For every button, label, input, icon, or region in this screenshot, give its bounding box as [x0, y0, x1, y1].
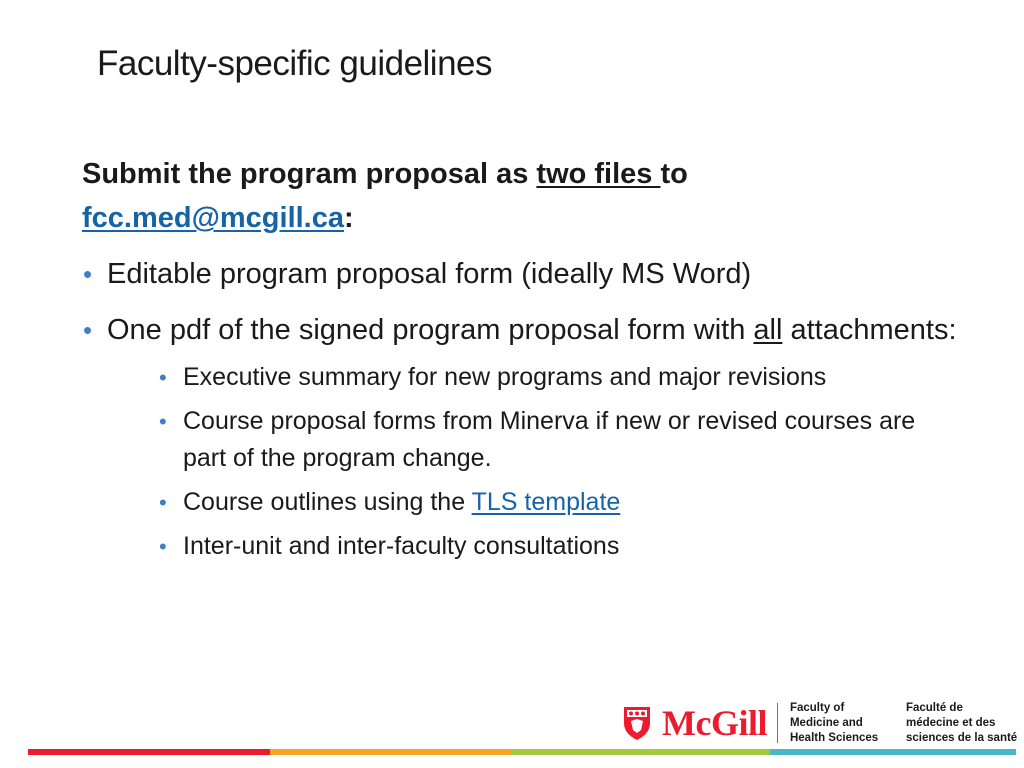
sub-bullet-consultations: • Inter-unit and inter-faculty consultations [158, 528, 962, 565]
bullet-editable-form: • Editable program proposal form (ideally MS Word) [82, 252, 962, 296]
faculty-name-en [790, 701, 898, 746]
two-files-emphasis: two files [536, 158, 661, 190]
faculty-fr-line: Faculté de [905, 701, 963, 714]
all-emphasis: all [753, 314, 783, 346]
footer-color-bar [28, 749, 1016, 755]
faculty-en-line: Medicine and [789, 716, 863, 729]
faculty-fr-line: médecine et des [905, 716, 996, 729]
slide-title: Faculty-specific guidelines [97, 44, 493, 83]
email-link[interactable]: fcc.med@mcgill.ca [82, 202, 344, 234]
mcgill-wordmark: McGill [662, 703, 767, 743]
faculty-fr-line: sciences de la santé [905, 731, 1018, 744]
bullet-list [82, 252, 962, 565]
bullet-signed-pdf [82, 308, 962, 565]
mcgill-faculty-logo [622, 700, 1017, 746]
bullet-signed-pdf-text: One pdf of the signed program proposal form with [107, 314, 754, 346]
color-bar-segment-green [512, 749, 770, 755]
color-bar-segment-orange [270, 749, 512, 755]
bullet-signed-pdf-tail: attachments: [782, 314, 957, 346]
mcgill-crest-icon [622, 705, 652, 741]
faculty-en-line: Health Sciences [789, 731, 879, 744]
lead-to: to [660, 158, 688, 190]
sub-bullet-course-outlines [158, 484, 962, 521]
faculty-en-line: Faculty of [789, 701, 845, 714]
lead-paragraph [82, 152, 962, 240]
sub-bullet-course-proposal-forms: • Course proposal forms from Minerva if new or revised courses are part of the program change. [158, 403, 962, 477]
logo-divider [777, 703, 778, 743]
lead-colon: : [344, 202, 354, 234]
lead-text: Submit the program proposal as [82, 158, 537, 190]
faculty-name-fr [906, 701, 1017, 746]
course-outlines-text: Course outlines using the [183, 488, 472, 516]
color-bar-segment-red [28, 749, 270, 755]
color-bar-segment-teal [770, 749, 1016, 755]
tls-template-link[interactable]: TLS template [471, 488, 621, 516]
sub-bullet-list [158, 359, 962, 565]
sub-bullet-executive-summary: • Executive summary for new programs and major revisions [158, 359, 962, 396]
slide-content [82, 152, 962, 565]
